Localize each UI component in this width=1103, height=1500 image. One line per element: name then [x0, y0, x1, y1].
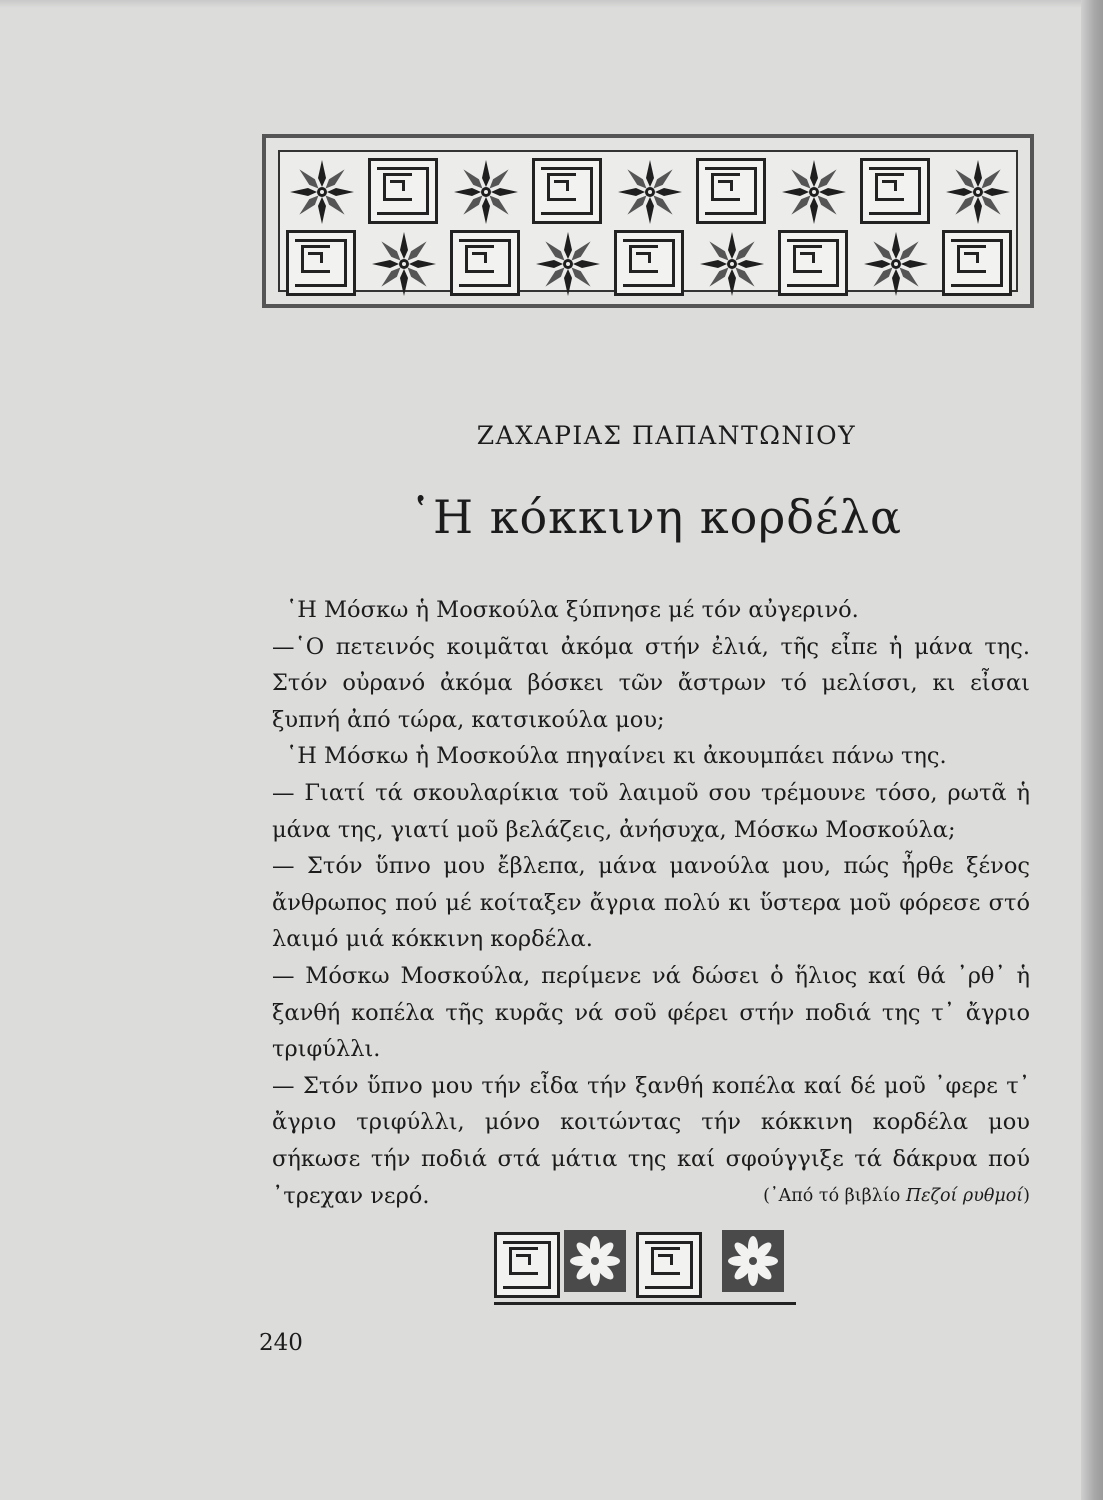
star-motif-icon: [450, 156, 528, 228]
author-name: ΖΑΧΑΡΙΑΣ ΠΑΠΑΝΤΩΝΙΟΥ: [476, 421, 857, 450]
paragraph: — Στόν ὕπνο μου τήν εἶδα τήν ξανθή κοπέλα καί δέ μοῦ ᾿φερε τ᾿ ἄγριο τριφύλλι, μόνο κοιτώντας τήν κόκκινη κορδέλα μου σήκωσε τήν ποδιά στά μάτια της καί σφούγγιξε τά δάκρυα πού ᾿τρεχαν νερό.: [272, 1072, 1030, 1209]
decorative-ornament-bottom: [494, 1230, 796, 1306]
ornament-rule: [494, 1302, 796, 1305]
decorative-band-top: [262, 134, 1034, 308]
star-motif-icon: [778, 156, 856, 228]
story-body: [272, 592, 1030, 1214]
meander-square-icon: [636, 1232, 702, 1298]
meander-square-icon: [286, 230, 356, 296]
meander-square-icon: [450, 230, 520, 296]
source-prefix: (᾿Από τό βιβλίο: [763, 1186, 906, 1206]
paragraph: — Στόν ὕπνο μου ἔβλεπα, μάνα μανούλα μου, πώς ἦρθε ξένος ἄνθρωπος πού μέ κοίταξεν ἄγρια πολύ κι ὕστερα μοῦ φόρεσε στό λαιμό μιά κόκκινη κορδέλα.: [272, 853, 1030, 953]
paragraph: —῾Ο πετεινός κοιμᾶται ἀκόμα στήν ἐλιά, τῆς εἶπε ἡ μάνα της. Στόν οὐρανό ἀκόμα βόσκει τῶν ἄστρων τό μελίσσι, κι εἶσαι ξυπνή ἀπό τώρα, κατσικούλα μου;: [272, 633, 1030, 733]
meander-square-icon: [614, 230, 684, 296]
star-motif-icon: [614, 156, 692, 228]
decorative-band-frame: [278, 150, 1018, 292]
band-row-lower: [280, 228, 1016, 300]
band-row-upper: [280, 156, 1016, 228]
flower-tile-icon: [564, 1230, 626, 1292]
story-title: ῾Η κόκκινη κορδέλα: [408, 490, 903, 544]
page-number: 240: [259, 1330, 303, 1356]
page-top-shadow: [0, 0, 1103, 8]
meander-square-icon: [942, 230, 1012, 296]
star-motif-icon: [860, 228, 938, 300]
meander-square-icon: [696, 158, 766, 224]
star-motif-icon: [942, 156, 1020, 228]
page-binding-edge: [1081, 0, 1103, 1500]
source-citation: [600, 1186, 1030, 1206]
paragraph: — Μόσκω Μοσκούλα, περίμενε νά δώσει ὁ ἥλιος καί θά ᾿ρθ᾿ ἡ ξανθή κοπέλα τῆς κυρᾶς νά σοῦ φέρει στήν ποδιά της τ᾿ ἄγριο τριφύλλι.: [272, 962, 1030, 1063]
meander-square-icon: [778, 230, 848, 296]
star-motif-icon: [696, 228, 774, 300]
source-suffix: ): [1023, 1186, 1030, 1206]
meander-square-icon: [494, 1232, 560, 1298]
meander-square-icon: [860, 158, 930, 224]
flower-tile-icon: [722, 1230, 784, 1292]
paragraph: ῾Η Μόσκω ἡ Μοσκούλα πηγαίνει κι ἀκουμπάει πάνω της.: [286, 743, 947, 770]
meander-square-icon: [532, 158, 602, 224]
star-motif-icon: [286, 156, 364, 228]
paragraph: — Γιατί τά σκουλαρίκια τοῦ λαιμοῦ σου τρέμουνε τόσο, ρωτᾶ ἡ μάνα της, γιατί μοῦ βελάζεις, ἀνήσυχα, Μόσκω Μοσκούλα;: [272, 779, 1030, 843]
source-book-title: Πεζοί ρυθμοί: [905, 1186, 1024, 1206]
star-motif-icon: [532, 228, 610, 300]
star-motif-icon: [368, 228, 446, 300]
meander-square-icon: [368, 158, 438, 224]
paragraph: ῾Η Μόσκω ἡ Μοσκούλα ξύπνησε μέ τόν αὐγερινό.: [286, 597, 859, 623]
